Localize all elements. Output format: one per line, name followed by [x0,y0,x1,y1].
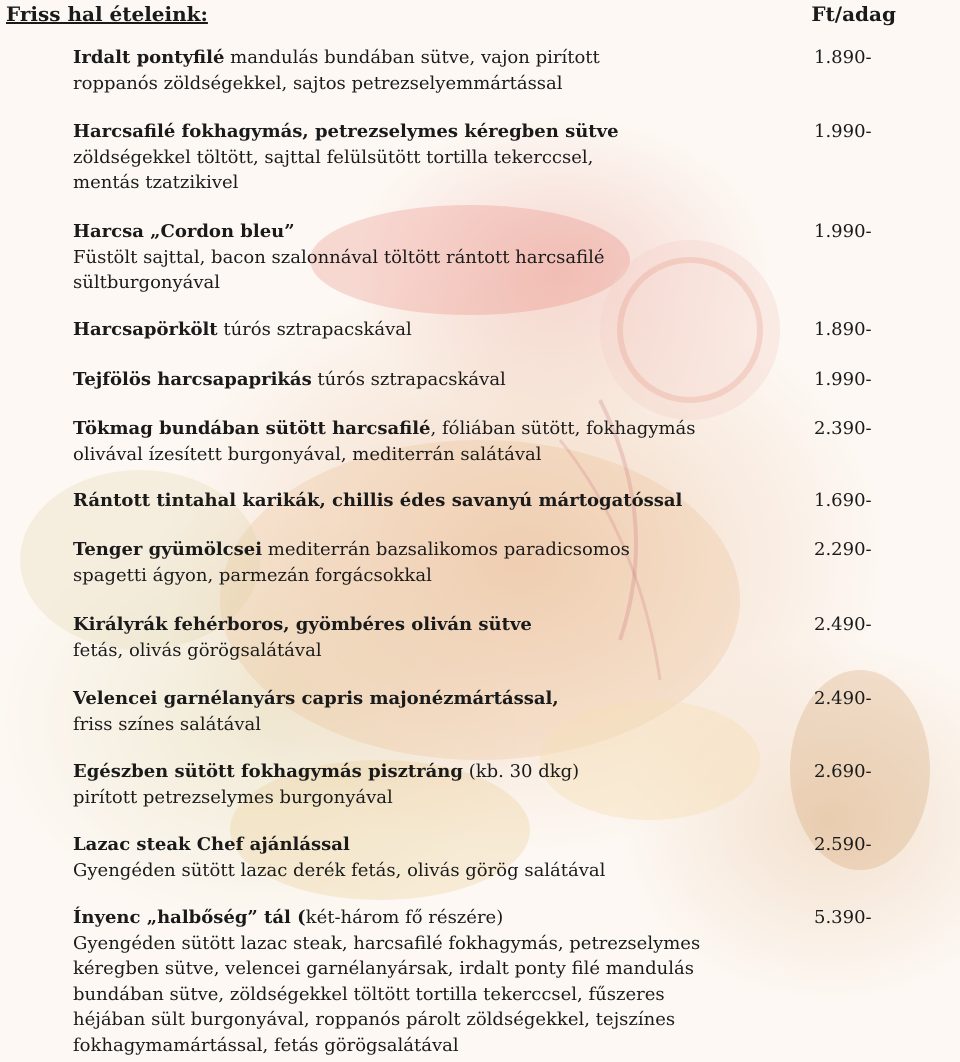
menu-item-name: Lazac steak Chef ajánlással [73,834,350,855]
menu-item-text: héjában sült burgonyával, roppanós párolt zöldségekkel, tejszínes [73,1009,676,1030]
menu-item-description-line [73,931,893,957]
menu-item-name: Velencei garnélanyárs capris majonézmártással, [73,688,559,709]
menu-header [0,0,960,30]
menu-item-text: Gyengéden sütött lazac steak, harcsafilé fokhagymás, petrezselymes [73,932,701,954]
menu-item-title-line [73,832,893,858]
menu-item-name: Harcsa „Cordon bleu” [73,221,295,242]
menu-item-text: roppanós zöldségekkel, sajtos petrezselyemmártással [73,72,563,94]
menu-item-name: Irdalt pontyfilé [73,47,225,68]
menu-item-text: (kb. 30 dkg) [462,761,580,782]
menu-item-title-line [73,905,893,931]
menu-item-text: mandulás bundában sütve, vajon pirított [224,47,600,68]
menu-item-name: Tenger gyümölcsei [73,539,263,560]
menu-item-price: 1.690- [814,490,872,511]
menu-item-description-line [73,170,893,196]
menu-item-title-line [73,686,893,712]
menu-item-description-line [73,563,893,589]
price-unit-heading: Ft/adag [811,2,896,26]
menu-item-price: 1.890- [814,47,872,68]
menu-item-text: spagetti ágyon, parmezán forgácsokkal [73,564,432,586]
menu-item [73,219,893,296]
menu-item-text: mentás tzatzikivel [73,172,239,193]
menu-item-price: 1.990- [814,369,872,390]
menu-item-title-line [73,45,893,71]
menu-item-title-line [73,612,893,638]
section-title: Friss hal ételeink: [6,2,208,26]
menu-item-text: zöldségekkel töltött, sajttal felülsütött tortilla tekerccsel, [73,146,594,168]
menu-item-price: 1.890- [814,319,872,340]
menu-item-price: 2.390- [814,418,872,439]
menu-item-title-line [73,367,893,393]
menu-item-title-line [73,488,893,514]
menu-item-price: 1.990- [814,121,872,142]
menu-item-description-line [73,982,893,1008]
menu-item-name: Harcsafilé fokhagymás, petrezselymes kéregben sütve [73,121,619,142]
menu-item-name: Tökmag bundában sütött harcsafilé [73,418,431,439]
menu-item-text: túrós sztrapacskával [217,319,412,340]
menu-item-description-line [73,785,893,811]
menu-item-text: bundában sütve, zöldségekkel töltött tortilla tekerccsel, fűszeres [73,983,665,1005]
menu-item-description-line [73,270,893,296]
menu-item-description-line [73,71,893,97]
menu-item-price: 2.590- [814,834,872,855]
menu-item-price: 2.490- [814,688,872,709]
menu-item-name: Rántott tintahal karikák, chillis édes savanyú mártogatóssal [73,490,683,511]
menu-item [73,905,893,1058]
menu-item-title-line [73,416,893,442]
menu-item [73,367,893,393]
menu-item-text: Gyengéden sütött lazac derék fetás, olivás görög salátával [73,859,606,881]
menu-item-title-line [73,759,893,785]
menu-item-price: 2.290- [814,539,872,560]
menu-item-description-line [73,712,893,738]
menu-item-text: sültburgonyával [73,272,221,293]
menu-item-text: , fóliában sütött, fokhagymás [430,418,696,439]
menu-item [73,488,893,514]
menu-item-description-line [73,956,893,982]
menu-item-description-line [73,1007,893,1033]
menu-item-text: olivával ízesített burgonyával, mediterrán salátával [73,443,542,465]
menu-item-name: Harcsapörkölt [73,319,218,340]
menu-item [73,416,893,467]
menu-item-name: Egészben sütött fokhagymás pisztráng [73,761,463,782]
menu-item [73,686,893,737]
menu-item-text: Füstölt sajttal, bacon szalonnával töltött rántott harcsafilé [73,246,605,268]
menu-item [73,317,893,343]
menu-item-description-line [73,858,893,884]
menu-item-text: fetás, olivás görögsalátával [73,639,322,661]
menu-item-price: 5.390- [814,907,872,928]
menu-item-title-line [73,317,893,343]
menu-item-text: kéregben sütve, velencei garnélanyársak, irdalt ponty filé mandulás [73,958,694,979]
menu-item-name: Ínyenc „halbőség” tál ( [73,907,306,928]
menu-item-text: pirított petrezselymes burgonyával [73,786,393,808]
menu-item-text: két-három fő részére) [305,907,504,928]
menu-item-price: 2.690- [814,761,872,782]
menu-item-description-line [73,1033,893,1059]
menu-item-name: Tejfölös harcsapaprikás [73,369,312,390]
menu-item [73,45,893,96]
menu-item [73,119,893,196]
menu-item [73,759,893,810]
menu-item-text: friss színes salátával [73,713,261,735]
menu-item-price: 2.490- [814,614,872,635]
menu-item-description-line [73,638,893,664]
menu-item-description-line [73,442,893,468]
menu-item [73,832,893,883]
menu-item-title-line [73,219,893,245]
menu-item [73,612,893,663]
menu-item-text: túrós sztrapacskával [311,369,506,390]
menu-item-text: fokhagymamártással, fetás görögsalátával [73,1034,459,1056]
menu-item-title-line [73,119,893,145]
menu-item-text: mediterrán bazsalikomos paradicsomos [262,539,630,560]
menu-item-title-line [73,537,893,563]
menu-item-description-line [73,145,893,171]
menu-item-name: Királyrák fehérboros, gyömbéres oliván sütve [73,614,532,635]
menu-item-description-line [73,245,893,271]
menu-item [73,537,893,588]
menu-item-price: 1.990- [814,221,872,242]
